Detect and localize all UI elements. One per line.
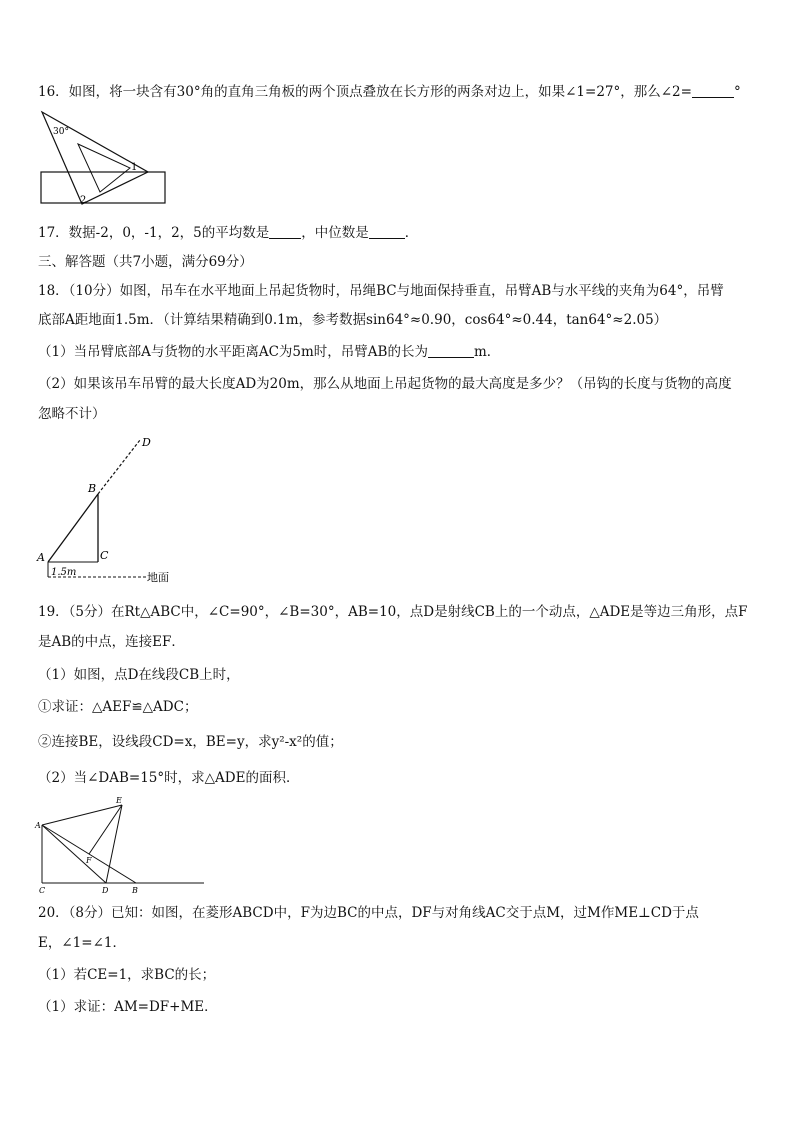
q19-sub1: （1）如图，点D在线段CB上时， xyxy=(38,667,240,683)
q18-label-C: C xyxy=(100,549,109,562)
q18-sub2-line2: 忽略不计） xyxy=(38,406,106,422)
q18-height-label: 1.5m xyxy=(51,567,77,578)
q18-label-A: A xyxy=(37,551,45,564)
q16-degree: ° xyxy=(733,84,741,100)
q16-line xyxy=(38,82,741,102)
q19-line2: 是AB的中点，连接EF． xyxy=(38,634,185,650)
q18-label-D: D xyxy=(142,436,151,449)
q20-sub2: （1）求证：AM=DF+ME． xyxy=(38,999,218,1015)
q19-label-E: E xyxy=(116,796,122,805)
q19-label-C: C xyxy=(39,886,46,895)
q17-part1: 17．数据-2，0，-1，2，5的平均数是 xyxy=(38,225,270,241)
q16-angle-2: 2 xyxy=(80,195,87,206)
q16-text: 16．如图，将一块含有30°角的直角三角板的两个顶点叠放在长方形的两条对边上，如果∠1=27°，那么∠2= xyxy=(38,84,692,100)
q18-sub1-unit: m． xyxy=(473,344,501,360)
q18-ground-label: 地面 xyxy=(147,571,169,584)
q16-answer-blank xyxy=(692,83,734,98)
q18-sub1-text: （1）当吊臂底部A与货物的水平距离AC为5m时，吊臂AB的长为 xyxy=(38,344,428,360)
q17-line xyxy=(38,223,418,243)
q18-label-B: B xyxy=(88,482,97,495)
q19-label-B: B xyxy=(132,886,138,895)
q19-label-F: F xyxy=(86,856,92,865)
q18-line2: 底部A距地面1.5m．（计算结果精确到0.1m，参考数据sin64°≈0.90，cos64°≈0.44，tan64°≈2.05） xyxy=(38,312,668,328)
section3-title: 三、解答题（共7小题，满分69分） xyxy=(38,254,253,270)
q19-sub2: （2）当∠DAB=15°时，求△ADE的面积． xyxy=(38,770,300,786)
q20-line2: E，∠1=∠1． xyxy=(38,935,126,951)
q17-median-blank xyxy=(369,224,405,239)
q19-label-A: A xyxy=(35,821,41,830)
q19-sub1-i: ①求证：△AEF≌△ADC； xyxy=(38,699,198,715)
q19-label-D: D xyxy=(102,886,109,895)
q19-figure xyxy=(34,795,210,897)
q18-sub1 xyxy=(38,342,500,362)
q17-mean-blank xyxy=(269,224,301,239)
q17-part3: ． xyxy=(404,225,419,241)
q18-sub2-line1: （2）如果该吊车吊臂的最大长度AD为20m，那么从地面上吊起货物的最大高度是多少？（吊钩的长度与货物的高度 xyxy=(38,376,732,392)
q17-part2: ，中位数是 xyxy=(301,225,369,241)
q20-line1: 20．（8分）已知：如图，在菱形ABCD中，F为边BC的中点，DF与对角线AC交于点M，过M作ME⊥CD于点 xyxy=(38,905,699,921)
q16-angle-1: 1 xyxy=(131,162,138,173)
q16-figure xyxy=(38,108,168,206)
q18-line1: 18．（10分）如图，吊车在水平地面上吊起货物时，吊绳BC与地面保持垂直，吊臂AB与水平线的夹角为64°，吊臂 xyxy=(38,283,724,299)
q16-angle-30: 30° xyxy=(53,127,69,137)
q19-line1: 19．（5分）在Rt△ABC中，∠C=90°，∠B=30°，AB=10，点D是射线CB上的一个动点，△ADE是等边三角形，点F xyxy=(38,604,748,620)
q19-sub1-ii: ②连接BE，设线段CD=x，BE=y，求y²-x²的值； xyxy=(38,734,343,750)
q18-figure xyxy=(34,434,184,586)
q20-sub1: （1）若CE=1，求BC的长； xyxy=(38,967,216,983)
q18-answer-blank xyxy=(428,343,474,358)
